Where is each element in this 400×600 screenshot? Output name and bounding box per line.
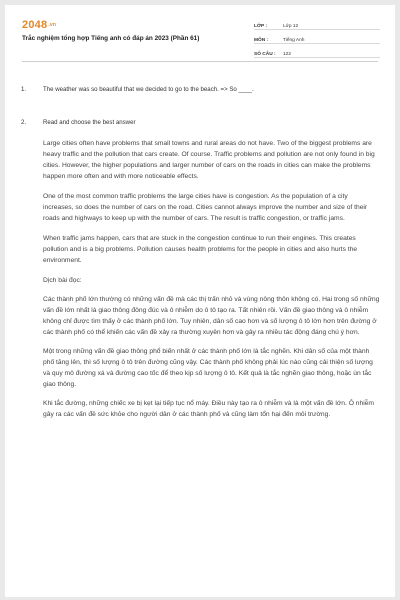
site-logo[interactable]: 2048.vn bbox=[22, 19, 57, 31]
translation-section bbox=[43, 275, 380, 420]
translation-paragraph: Khi tắc đường, những chiếc xe bị kẹt lại tiếp tục nổ máy. Điều này tạo ra ô nhiễm và là một vấn đề lớn. Ô nhiễm gây ra các vấn đề sức khỏe cho người dân ở các thành phố và cũng làm tổn hại đến môi trường. bbox=[43, 400, 374, 418]
meta-value: Tiếng Anh bbox=[283, 38, 305, 43]
passage-paragraph: When traffic jams happen, cars that are stuck in the congestion continue to run their engines. This creates pollution and is a big problems. Pollution causes health problems for the people in cities and also hurts the environment. bbox=[43, 235, 358, 264]
document-page bbox=[5, 5, 395, 597]
question-text: Read and choose the best answer bbox=[43, 119, 136, 126]
document-title: Trắc nghiệm tổng hợp Tiếng anh có đáp án 2023 (Phần 61) bbox=[22, 35, 200, 42]
question-number: 1. bbox=[21, 86, 27, 93]
meta-label: SỐ CÂU : bbox=[254, 52, 276, 57]
question-number: 2. bbox=[21, 119, 27, 126]
meta-label: MÔN : bbox=[254, 38, 269, 43]
question-text: The weather was so beautiful that we decided to go to the beach. => So ____. bbox=[43, 86, 254, 93]
header-divider bbox=[22, 61, 378, 62]
translation-paragraph: Các thành phố lớn thường có những vấn đề mà các thị trấn nhỏ và vùng nông thôn không có. Hai trong số những vấn đề lớn nhất là giao thông đông đúc và ô nhiễm do ô tô tạo ra. Tất nhiên rồi. Vấn đề giao thông và ô nhiễm không chỉ được tìm thấy ở các thành phố lớn. Tuy nhiên, dân số cao hơn và số lượng ô tô lớn hơn trên đường ở các thành phố có thể khiến các vấn đề xảy ra thường xuyên hơn và gây ra nhiều tác động đáng chú ý hơn. bbox=[43, 296, 380, 336]
meta-row-class bbox=[254, 18, 380, 30]
translation-paragraph: Một trong những vấn đề giao thông phổ biến nhất ở các thành phố lớn là tắc nghẽn. Khi dân số của một thành phố tăng lên, thì số lượng ô tô trên đường cũng vậy. Các thành phố không phải lúc nào cũng cải thiện số lượng và quy mô đường xá và đường cao tốc để theo kịp số lượng ô tô. Kết quả là tắc nghẽn giao thông, hoặc ùn tắc giao thông. bbox=[43, 348, 373, 388]
document-header bbox=[5, 5, 395, 61]
reading-passage bbox=[43, 138, 380, 428]
meta-row-count bbox=[254, 46, 380, 58]
passage-paragraph: Large cities often have problems that small towns and rural areas do not have. Two of the biggest problems are heavy traffic and the pollution that cars create. Of course. Traffic problems and pollution are not only found in big cities. However, the higher populations and larger number of cars on the roads in cities can make the problems happen more often and with more noticeable effects. bbox=[43, 140, 375, 180]
translation-heading: Dịch bài đọc: bbox=[43, 277, 82, 284]
meta-row-subject bbox=[254, 32, 380, 44]
meta-value: 122 bbox=[283, 52, 292, 57]
meta-value: Lớp 12 bbox=[283, 24, 299, 29]
passage-paragraph: One of the most common traffic problems the large cities have is congestion. As the population of a city increases, so does the number of cars on the road. Cities cannot always improve the number and size of their roads and highways to keep up with the number of cars. The result is traffic congestion, or traffic jams. bbox=[43, 193, 368, 222]
meta-table bbox=[254, 18, 380, 60]
meta-label: LỚP : bbox=[254, 24, 268, 29]
